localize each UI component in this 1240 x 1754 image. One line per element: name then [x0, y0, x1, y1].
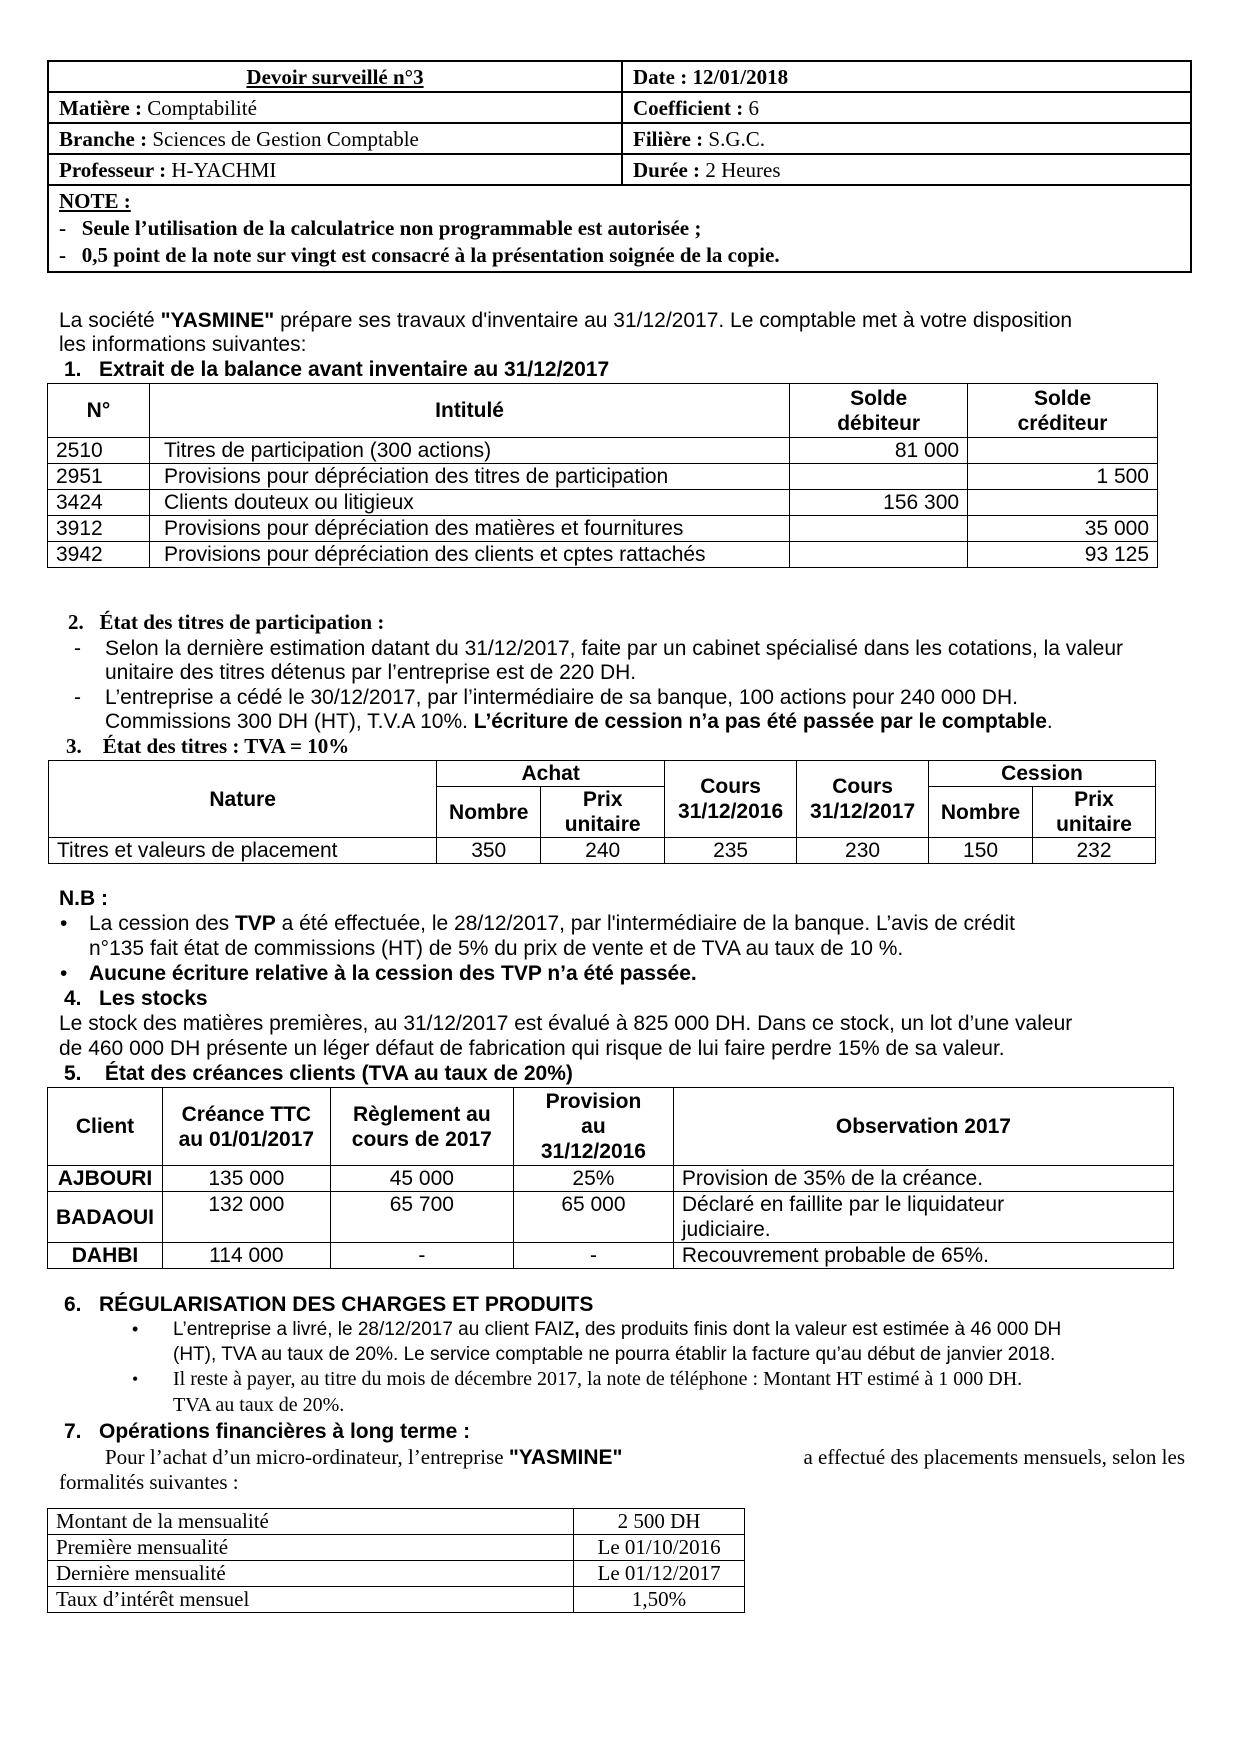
debit-value: 156 300	[790, 490, 968, 516]
s2-bullet-1-dash: -	[74, 637, 81, 660]
debit-value: 81 000	[790, 438, 968, 464]
account-number: 2951	[48, 464, 150, 490]
s6-bullet-2-line-2: TVA au taux de 20%.	[173, 1394, 345, 1416]
nb-bullet-1-line-2: n°135 fait état de commissions (HT) de 5% du prix de vente et de TVA au taux de 10 %.	[89, 937, 904, 960]
cours-2016-value: 235	[665, 838, 797, 864]
achat-prix-value: 240	[541, 838, 665, 864]
col-debit: Solde débiteur	[790, 384, 968, 438]
credit-value: 1 500	[968, 464, 1158, 490]
col-cession-prix: Prix unitaire	[1033, 787, 1156, 838]
achat-nombre-value: 350	[437, 838, 541, 864]
col-cession: Cession	[929, 761, 1156, 787]
nb-bullet-2: Aucune écriture relative à la cession des TVP n’a été passée.	[89, 962, 697, 985]
s2-bullet-1-line-1: Selon la dernière estimation datant du 31/12/2017, faite par un cabinet spécialisé dans les cotations, la valeur	[105, 637, 1123, 660]
col-nature: Nature	[49, 761, 437, 838]
credit-value	[968, 438, 1158, 464]
creance-value: 114 000	[163, 1243, 331, 1269]
col-intitule: Intitulé	[149, 384, 789, 438]
subject: Matière : Comptabilité	[49, 93, 623, 122]
placement-label: Dernière mensualité	[48, 1561, 574, 1587]
s4-line-1: Le stock des matières premières, au 31/12/2017 est évalué à 825 000 DH. Dans ce stock, un lot d’une valeur	[59, 1012, 1073, 1035]
s2-bullet-2-line-2: Commissions 300 DH (HT), T.V.A 10%. L’écriture de cession n’a pas été passée par le comptable.	[105, 710, 1053, 733]
placement-label: Taux d’intérêt mensuel	[48, 1587, 574, 1613]
s6-bullet-2-line-1: Il reste à payer, au titre du mois de décembre 2017, la note de téléphone : Montant HT estimé à 1 000 DH.	[173, 1368, 1023, 1390]
table-row	[48, 1166, 1174, 1192]
table-row	[48, 464, 1158, 490]
col-provision: Provision au 31/12/2016	[513, 1088, 673, 1166]
placement-value: 1,50%	[574, 1587, 745, 1613]
bullet-icon: •	[132, 1369, 139, 1389]
debit-value	[790, 542, 968, 568]
exam-header-table	[47, 60, 1192, 273]
debit-value	[790, 516, 968, 542]
note-title: NOTE :	[59, 189, 131, 213]
bullet-icon: •	[60, 962, 68, 985]
cession-nombre-value: 150	[929, 838, 1033, 864]
col-reglement: Règlement au cours de 2017	[330, 1088, 513, 1166]
account-label: Provisions pour dépréciation des matières et fournitures	[149, 516, 789, 542]
intro-line-1: La société "YASMINE" prépare ses travaux d'inventaire au 31/12/2017. Le comptable met à votre disposition	[59, 309, 1073, 332]
s7-line-2: formalités suivantes :	[59, 1470, 239, 1494]
bullet-icon: •	[60, 912, 68, 935]
creances-table	[47, 1087, 1174, 1269]
note-line-2: - 0,5 point de la note sur vingt est consacré à la présentation soignée de la copie.	[59, 243, 780, 267]
placement-label: Montant de la mensualité	[48, 1509, 574, 1535]
col-cours-2017: Cours 31/12/2017	[797, 761, 929, 838]
credit-value: 93 125	[968, 542, 1158, 568]
s2-bullet-2-dash: -	[74, 686, 81, 709]
client-name: DAHBI	[48, 1243, 163, 1269]
observation-value: Provision de 35% de la créance.	[673, 1166, 1173, 1192]
titres-header-row-1	[49, 761, 1156, 787]
teacher: Professeur : H-YACHMI	[49, 155, 623, 184]
note-block	[49, 186, 1190, 271]
creances-header-row	[48, 1088, 1174, 1166]
coefficient: Coefficient : 6	[633, 96, 759, 120]
account-label: Provisions pour dépréciation des titres de participation	[149, 464, 789, 490]
section-2-title: 2. État des titres de participation :	[68, 610, 385, 634]
account-label: Provisions pour dépréciation des clients et cptes rattachés	[149, 542, 789, 568]
s2-bullet-2-line-1: L’entreprise a cédé le 30/12/2017, par l’intermédiaire de sa banque, 100 actions pour 240 000 DH.	[105, 686, 1018, 709]
table-row	[48, 1509, 745, 1535]
section-4-title: 4. Les stocks	[64, 987, 208, 1010]
account-number: 2510	[48, 438, 150, 464]
account-number: 3424	[48, 490, 150, 516]
account-label: Titres de participation (300 actions)	[149, 438, 789, 464]
col-achat-nombre: Nombre	[437, 787, 541, 838]
cession-prix-value: 232	[1033, 838, 1156, 864]
s4-line-2: de 460 000 DH présente un léger défaut de fabrication qui risque de lui faire perdre 15% de sa valeur.	[59, 1037, 1005, 1060]
creance-value: 135 000	[163, 1166, 331, 1192]
exam-date: Date : 12/01/2018	[633, 65, 789, 89]
col-achat: Achat	[437, 761, 665, 787]
table-row	[48, 1561, 745, 1587]
placement-value: Le 01/12/2017	[574, 1561, 745, 1587]
client-name: AJBOURI	[48, 1166, 163, 1192]
s2-bullet-1-line-2: unitaire des titres détenus par l’entreprise est de 220 DH.	[105, 661, 637, 684]
credit-value	[968, 490, 1158, 516]
s6-bullet-1-line-1: L’entreprise a livré, le 28/12/2017 au client FAIZ, des produits finis dont la valeur est estimée à 46 000 DH	[173, 1319, 1062, 1340]
exam-title: Devoir surveillé n°3	[49, 62, 623, 91]
col-client: Client	[48, 1088, 163, 1166]
provision-value: -	[513, 1243, 673, 1269]
placement-label: Première mensualité	[48, 1535, 574, 1561]
titres-table	[48, 760, 1156, 864]
col-observation: Observation 2017	[673, 1088, 1173, 1166]
table-row	[48, 1243, 1174, 1269]
credit-value: 35 000	[968, 516, 1158, 542]
table-row	[48, 1192, 1174, 1243]
table-row	[48, 516, 1158, 542]
table-row	[48, 542, 1158, 568]
section-7-title: 7. Opérations financières à long terme :	[64, 1420, 471, 1443]
table-row	[48, 1587, 745, 1613]
placement-value: 2 500 DH	[574, 1509, 745, 1535]
observation-value: Déclaré en faillite par le liquidateur judiciaire.	[673, 1192, 1173, 1243]
bullet-icon: •	[132, 1319, 139, 1339]
observation-value: Recouvrement probable de 65%.	[673, 1243, 1173, 1269]
balance-table	[47, 383, 1158, 568]
balance-header-row	[48, 384, 1158, 438]
col-creance: Créance TTC au 01/01/2017	[163, 1088, 331, 1166]
section-6-title: 6. RÉGULARISATION DES CHARGES ET PRODUITS	[64, 1293, 594, 1316]
nature-value: Titres et valeurs de placement	[49, 838, 437, 864]
placement-value: Le 01/10/2016	[574, 1535, 745, 1561]
section-5-title: 5. État des créances clients (TVA au taux de 20%)	[64, 1062, 573, 1085]
account-number: 3942	[48, 542, 150, 568]
reglement-value: -	[330, 1243, 513, 1269]
note-line-1: - Seule l’utilisation de la calculatrice non programmable est autorisée ;	[59, 216, 702, 240]
nb-bullet-1-line-1: La cession des TVP a été effectuée, le 28/12/2017, par l'intermédiaire de la banque. L’avis de crédit	[89, 912, 1015, 935]
stream: Filière : S.G.C.	[633, 127, 766, 151]
account-label: Clients douteux ou litigieux	[149, 490, 789, 516]
branch: Branche : Sciences de Gestion Comptable	[49, 124, 623, 153]
col-cession-nombre: Nombre	[929, 787, 1033, 838]
provision-value: 25%	[513, 1166, 673, 1192]
section-3-title: 3. État des titres : TVA = 10%	[66, 734, 350, 758]
creance-value: 132 000	[163, 1192, 331, 1243]
cours-2017-value: 230	[797, 838, 929, 864]
table-row	[48, 490, 1158, 516]
placements-table	[47, 1508, 745, 1613]
account-number: 3912	[48, 516, 150, 542]
provision-value: 65 000	[513, 1192, 673, 1243]
reglement-value: 65 700	[330, 1192, 513, 1243]
duration: Durée : 2 Heures	[633, 158, 781, 182]
section-1-title: 1. Extrait de la balance avant inventaire au 31/12/2017	[64, 358, 610, 381]
table-row	[48, 1535, 745, 1561]
table-row	[49, 838, 1156, 864]
col-credit: Solde créditeur	[968, 384, 1158, 438]
col-cours-2016: Cours 31/12/2016	[665, 761, 797, 838]
intro-line-2: les informations suivantes:	[59, 333, 307, 356]
client-name: BADAOUI	[48, 1192, 163, 1243]
table-row	[48, 438, 1158, 464]
debit-value	[790, 464, 968, 490]
col-achat-prix: Prix unitaire	[541, 787, 665, 838]
nb-title: N.B :	[59, 887, 108, 910]
s7-line-1: Pour l’achat d’un micro-ordinateur, l’entreprise "YASMINE" a effectué des placements mensuels, selon les	[105, 1445, 1185, 1469]
s6-bullet-1-line-2: (HT), TVA au taux de 20%. Le service comptable ne pourra établir la facture qu’au début de janvier 2018.	[173, 1344, 1056, 1365]
col-n: N°	[48, 384, 150, 438]
reglement-value: 45 000	[330, 1166, 513, 1192]
